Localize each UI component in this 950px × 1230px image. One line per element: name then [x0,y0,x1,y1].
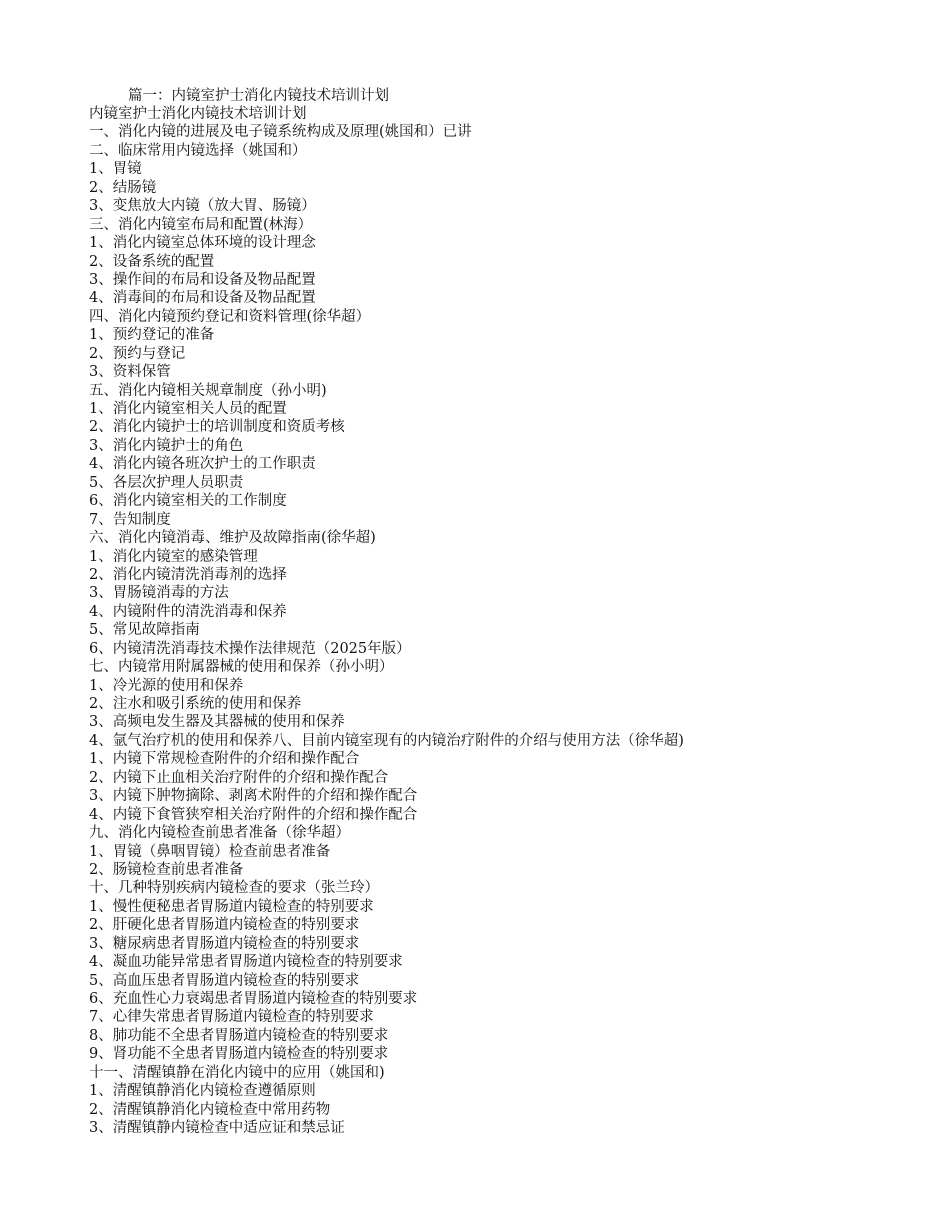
text-line: 3、糖尿病患者胃肠道内镜检查的特别要求 [89,935,360,952]
text-line: 1、冷光源的使用和保养 [89,677,244,694]
text-line: 4、氩气治疗机的使用和保养八、目前内镜室现有的内镜治疗附件的介绍与使用方法（徐华超) [89,732,684,749]
text-line: 十一、清醒镇静在消化内镜中的应用（姚国和) [89,1064,385,1081]
text-line: 1、胃镜 [89,161,142,178]
text-line: 二、临床常用内镜选择（姚国和） [89,142,307,159]
text-line: 5、常见故障指南 [89,622,200,639]
text-line: 2、预约与登记 [89,345,186,362]
text-line: 五、消化内镜相关规章制度（孙小明) [89,382,327,399]
text-line: 2、结肠镜 [89,179,157,196]
text-line: 6、充血性心力衰竭患者胃肠道内镜检查的特别要求 [89,991,418,1007]
text-line: 1、内镜下常规检查附件的介绍和操作配合 [89,751,360,768]
text-line: 十、几种特别疾病内镜检查的要求（张兰玲） [89,880,379,897]
text-line: 3、胃肠镜消毒的方法 [89,585,229,602]
text-line: 2、清醒镇静消化内镜检查中常用药物 [89,1101,331,1118]
text-line: 1、消化内镜室的感染管理 [89,548,258,565]
text-line: 5、各层次护理人员职责 [89,474,244,491]
text-line: 三、消化内镜室布局和配置(林海） [89,216,313,233]
document-body [89,105,929,1138]
text-line: 2、设备系统的配置 [89,253,215,270]
text-line: 1、胃镜（鼻咽胃镜）检查前患者准备 [89,843,331,860]
text-line: 3、变焦放大内镜（放大胃、肠镜） [89,198,316,215]
text-line: 四、消化内镜预约登记和资料管理(徐华超） [89,308,371,325]
text-line: 1、预约登记的准备 [89,327,215,344]
text-line: 8、肺功能不全患者胃肠道内镜检查的特别要求 [89,1027,389,1044]
text-line: 六、消化内镜消毒、维护及故障指南(徐华超) [89,530,376,547]
text-line: 2、注水和吸引系统的使用和保养 [89,696,302,712]
text-line: 5、高血压患者胃肠道内镜检查的特别要求 [89,972,360,989]
text-line: 4、内镜下食管狭窄相关治疗附件的介绍和操作配合 [89,806,418,823]
text-line: 4、凝血功能异常患者胃肠道内镜检查的特别要求 [89,954,403,971]
text-line: 1、清醒镇静消化内镜检查遵循原则 [89,1083,316,1100]
text-line: 3、清醒镇静内镜检查中适应证和禁忌证 [89,1120,345,1137]
text-line: 3、高频电发生器及其器械的使用和保养 [89,714,345,731]
text-line: 1、消化内镜室相关人员的配置 [89,401,287,417]
text-line: 2、消化内镜护士的培训制度和资质考核 [89,419,345,436]
document-title: 篇一：内镜室护士消化内镜技术培训计划 [128,88,389,104]
text-line: 3、消化内镜护士的角色 [89,437,244,454]
text-line: 4、消化内镜各班次护士的工作职责 [89,456,316,473]
text-line: 9、肾功能不全患者胃肠道内镜检查的特别要求 [89,1046,389,1063]
text-line: 7、告知制度 [89,511,171,528]
text-line: 6、消化内镜室相关的工作制度 [89,493,287,510]
text-line: 2、肠镜检查前患者准备 [89,861,244,878]
text-line: 2、消化内镜清洗消毒剂的选择 [89,566,287,583]
text-line: 一、消化内镜的进展及电子镜系统构成及原理(姚国和）已讲 [89,124,472,141]
text-line: 九、消化内镜检查前患者准备（徐华超） [89,825,350,842]
text-line: 6、内镜清洗消毒技术操作法律规范（2025年版） [89,640,411,657]
document-subtitle: 内镜室护士消化内镜技术培训计划 [89,106,307,122]
text-line: 7、心律失常患者胃肠道内镜检查的特别要求 [89,1009,374,1026]
text-line: 1、慢性便秘患者胃肠道内镜检查的特别要求 [89,898,374,915]
text-line: 3、资料保管 [89,364,171,381]
text-line: 七、内镜常用附属器械的使用和保养（孙小明） [89,659,394,676]
text-line: 2、内镜下止血相关治疗附件的介绍和操作配合 [89,769,389,786]
text-line: 4、内镜附件的清洗消毒和保养 [89,603,287,620]
text-line: 4、消毒间的布局和设备及物品配置 [89,290,316,307]
text-line: 3、内镜下肿物摘除、剥离术附件的介绍和操作配合 [89,788,418,805]
text-line: 1、消化内镜室总体环境的设计理念 [89,235,316,252]
text-line: 2、肝硬化患者胃肠道内镜检查的特别要求 [89,917,360,934]
text-line: 3、操作间的布局和设备及物品配置 [89,271,316,288]
